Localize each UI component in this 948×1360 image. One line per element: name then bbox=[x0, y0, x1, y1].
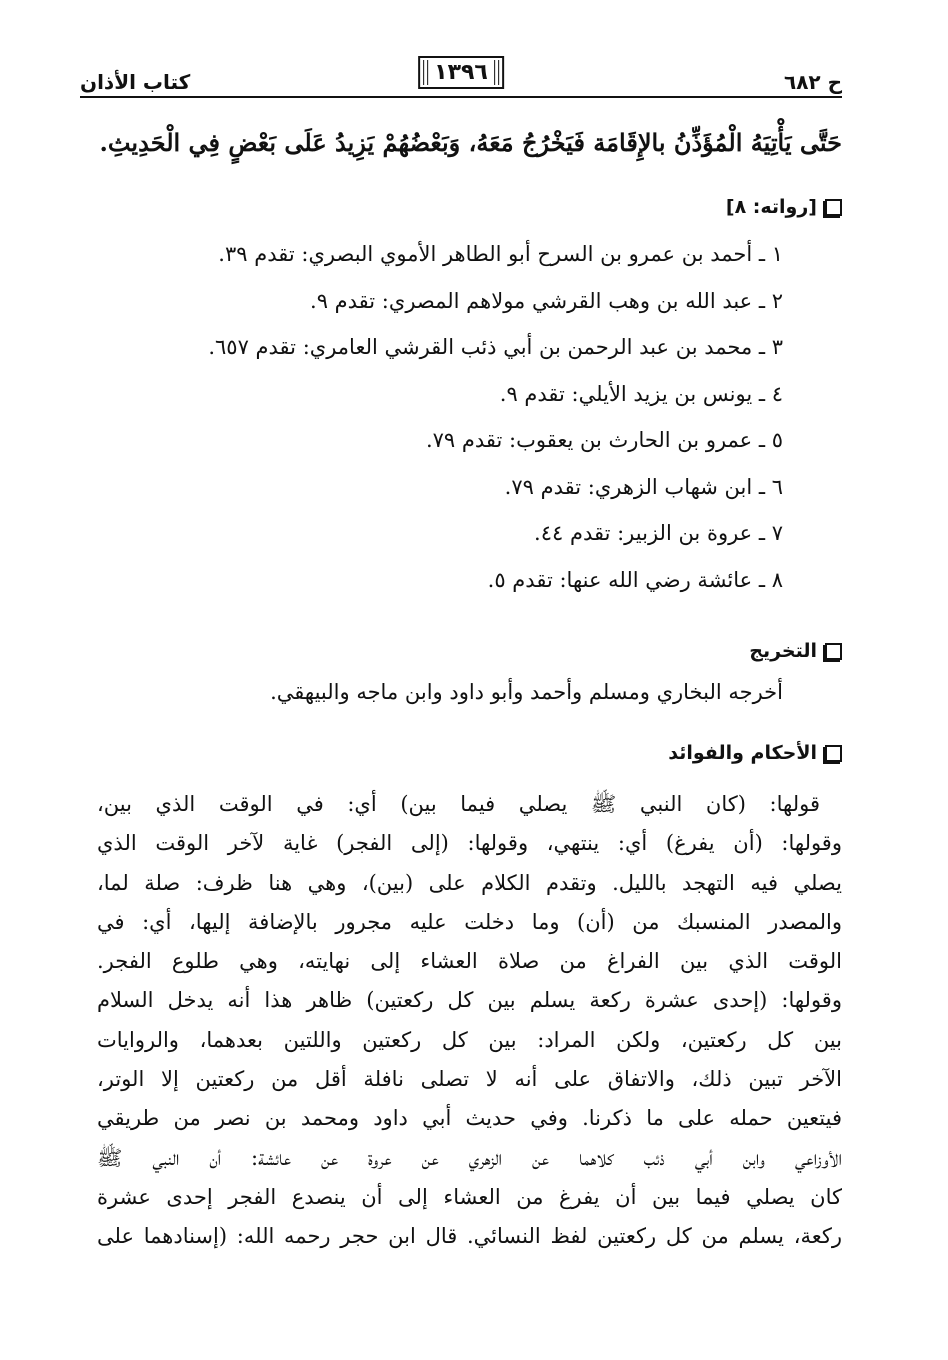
list-item: ٦ ـ ابن شهاب الزهري: تقدم ٧٩. bbox=[504, 474, 783, 499]
hadith-text: حَتَّى يَأْتِيَهُ الْمُؤَذِّنُ بالإِقَامَة فَيَخْرُجُ مَعَهُ، وَبَعْضُهُمْ يَزِيدُ عَلَى بَعْضٍ فِي الْحَدِيثِ. bbox=[99, 128, 842, 157]
list-item: ٢ ـ عبد الله بن وهب القرشي مولاهم المصري: تقدم ٩. bbox=[310, 288, 783, 313]
list-item: ٧ ـ عروة بن الزبير: تقدم ٤٤. bbox=[534, 521, 783, 545]
takhrij-heading-label: التخريج bbox=[749, 640, 817, 662]
hadith-number-badge: ١٣٩٦ bbox=[418, 56, 504, 89]
narrators-list bbox=[103, 236, 783, 608]
list-item: ٥ ـ عمرو بن الحارث بن يعقوب: تقدم ٧٩. bbox=[425, 428, 783, 452]
narrators-heading-label: [رواته: ٨] bbox=[725, 196, 817, 218]
body-line: الوقت الذي بين الفراغ من صلاة العشاء إلى نهايته، وهي طلوع الفجر. bbox=[97, 949, 842, 974]
body-line: بين كل ركعتين، ولكن المراد: بين كل ركعتين واللتين بعدهما، والروايات bbox=[97, 1027, 842, 1052]
body-line: وقولها: (أن يفرغ) أي: ينتهي، وقولها: (إلى الفجر) غاية لآخر الوقت الذي bbox=[97, 831, 842, 856]
body-line: يصلي فيه التهجد بالليل. وتقدم الكلام على (بين)، وهي هنا ظرف: صلة لما، bbox=[97, 870, 842, 895]
body-line: والمصدر المنسبك من (أن) وما دخلت عليه مجرور بالإضافة إليها، أي: في bbox=[97, 909, 842, 934]
ahkam-body bbox=[97, 786, 842, 1258]
body-line: ركعة، يسلم من كل ركعتين لفظ النسائي. قال ابن حجر رحمه الله: (إسنادهما على bbox=[97, 1224, 842, 1249]
narrators-heading bbox=[726, 196, 842, 218]
header-divider bbox=[80, 96, 842, 98]
square-bullet-icon bbox=[825, 199, 842, 216]
book-title: كتاب الأذان bbox=[80, 70, 191, 94]
square-bullet-icon bbox=[825, 745, 842, 762]
page-header bbox=[80, 52, 842, 100]
body-line: كان يصلي فيما بين أن يفرغ من العشاء إلى أن ينصدع الفجر إحدى عشرة bbox=[97, 1184, 842, 1209]
list-item: ١ ـ أحمد بن عمرو بن السرح أبو الطاهر الأموي البصري: تقدم ٣٩. bbox=[218, 242, 783, 266]
list-item: ٤ ـ يونس بن يزيد الأيلي: تقدم ٩. bbox=[499, 381, 783, 406]
body-line: وقولها: (إحدى عشرة ركعة يسلم بين كل ركعتين) ظاهر هذا أنه يدخل السلام bbox=[97, 988, 842, 1013]
list-item: ٣ ـ محمد بن عبد الرحمن بن أبي ذئب القرشي العامري: تقدم ٦٥٧. bbox=[208, 335, 783, 359]
ahkam-heading-label: الأحكام والفوائد bbox=[668, 742, 817, 764]
volume-number: ح ٦٨٢ bbox=[783, 70, 842, 94]
square-bullet-icon bbox=[825, 643, 842, 660]
body-line: قولها: (كان النبي ﷺ يصلي فيما بين) أي: في الوقت الذي بين، bbox=[97, 792, 820, 816]
takhrij-heading bbox=[749, 640, 842, 662]
ahkam-heading bbox=[668, 742, 842, 764]
list-item: ٨ ـ عائشة رضي الله عنها: تقدم ٥. bbox=[487, 567, 783, 592]
body-line: فيتعين حمله على ما ذكرنا. وفي حديث أبي داود ومحمد بن نصر من طريقي bbox=[97, 1106, 842, 1131]
body-line: الأوزاعي وابن أبي ذئب كلاهما عن الزهري عن عروة عن عائشة: أن النبي ﷺ bbox=[97, 1145, 842, 1170]
takhrij-text: أخرجه البخاري ومسلم وأحمد وأبو داود وابن ماجه والبيهقي. bbox=[270, 680, 783, 704]
body-line: الآخر تبين ذلك، والاتفاق على أنه لا تصلى نافلة أقل من ركعتين إلا الوتر، bbox=[97, 1067, 842, 1092]
